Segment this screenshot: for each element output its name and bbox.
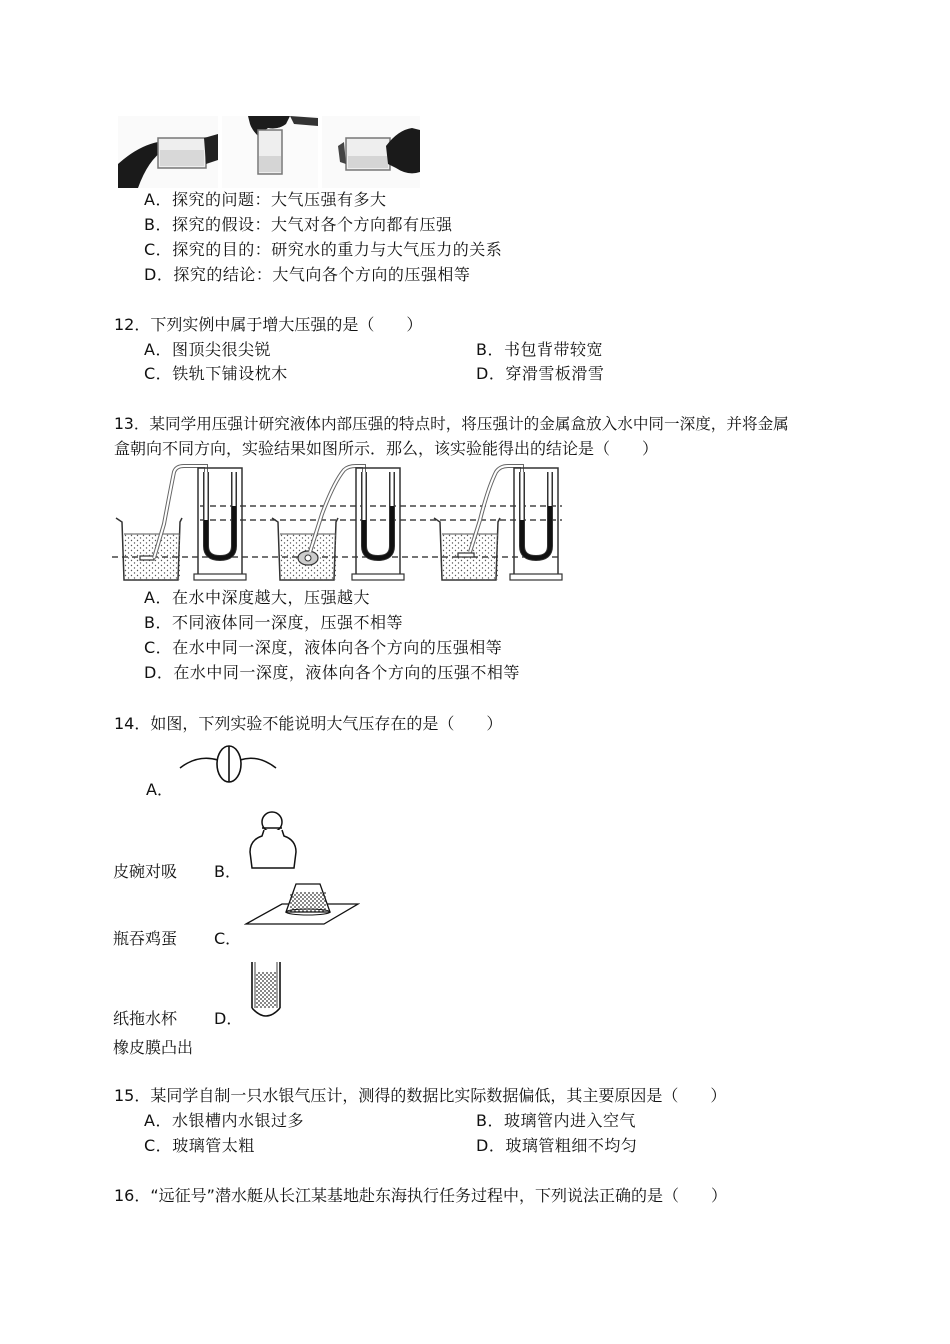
q12-option-a: [144, 340, 271, 360]
q14-caption-a: 皮碗对吸: [113, 862, 178, 881]
q11-option-c-label: C．: [144, 240, 173, 259]
q14-paper-cup-figure: [244, 880, 360, 926]
q13-option-d: [144, 663, 520, 683]
q14-suction-cups-figure: [178, 744, 278, 786]
q13-option-c: [144, 638, 502, 658]
q15-option-b-text: 玻璃管内进入空气: [503, 1111, 636, 1130]
q12-option-b: [476, 340, 603, 360]
q15-option-c-text: 玻璃管太粗: [172, 1136, 255, 1155]
q14-option-b-label: B．: [214, 862, 241, 881]
q13-option-b-text: 不同液体同一深度，压强不相等: [171, 613, 403, 632]
q15-option-b-label: B．: [476, 1111, 504, 1130]
q12-option-c-label: C．: [144, 364, 173, 383]
q12-option-a-text: 图顶尖很尖锐: [171, 340, 271, 359]
q13-stem-line1: 13．某同学用压强计研究液体内部压强的特点时，将压强计的金属盒放入水中同一深度，并将金属: [114, 415, 789, 433]
q14-rubber-membrane-figure: [246, 960, 286, 1022]
q12-option-d-label: D．: [476, 364, 506, 383]
q14-option-c-label: C．: [214, 929, 242, 948]
q12-option-c-text: 铁轨下铺设枕木: [172, 364, 288, 383]
q13-option-c-label: C．: [144, 638, 173, 657]
q15-option-c: [144, 1136, 255, 1156]
q12-option-d: [476, 364, 604, 384]
q16-stem: 16．“远征号”潜水艇从长江某基地赴东海执行任务过程中，下列说法正确的是（ ）: [114, 1186, 727, 1205]
q14-caption-b: 瓶吞鸡蛋: [113, 929, 178, 948]
q11-option-a: [144, 190, 386, 210]
q13-option-a-label: A．: [144, 588, 172, 607]
q11-option-b: [144, 215, 453, 235]
q14-caption-c: 纸拖水杯: [113, 1009, 178, 1028]
q12-option-c: [144, 364, 288, 384]
q11-option-d: [144, 265, 470, 285]
q15-option-b: [476, 1111, 636, 1131]
q15-option-d: [476, 1136, 637, 1156]
q13-option-b-label: B．: [144, 613, 172, 632]
q13-pressure-gauge-figure: [112, 464, 564, 584]
q13-option-a-text: 在水中深度越大，压强越大: [171, 588, 370, 607]
q13-option-c-text: 在水中同一深度，液体向各个方向的压强相等: [172, 638, 503, 657]
q13-option-a: [144, 588, 370, 608]
q15-stem: 15．某同学自制一只水银气压计，测得的数据比实际数据偏低，其主要原因是（ ）: [114, 1086, 727, 1105]
q13-option-d-label: D．: [144, 663, 174, 682]
q14-option-d-label: D．: [214, 1009, 243, 1028]
q15-option-d-label: D．: [476, 1136, 506, 1155]
q13-option-d-text: 在水中同一深度，液体向各个方向的压强不相等: [173, 663, 520, 682]
q13-set-2: [272, 466, 404, 580]
q14-caption-d: 橡皮膜凸出: [113, 1038, 194, 1057]
q15-option-a: [144, 1111, 304, 1131]
q12-option-a-label: A．: [144, 340, 172, 359]
q14-bottle-egg-figure: [248, 806, 298, 870]
q13-set-1: [116, 466, 246, 580]
q11-option-c-text: 探究的目的：研究水的重力与大气压力的关系: [172, 240, 503, 259]
q15-option-a-label: A．: [144, 1111, 172, 1130]
q11-option-a-text: 探究的问题：大气压强有多大: [171, 190, 387, 209]
q11-option-c: [144, 240, 502, 260]
q12-option-b-text: 书包背带较宽: [503, 340, 603, 359]
q11-option-d-text: 探究的结论：大气向各个方向的压强相等: [173, 265, 471, 284]
q13-stem-line2: 盒朝向不同方向，实验结果如图所示．那么，该实验能得出的结论是（ ）: [114, 439, 659, 458]
q12-option-d-text: 穿滑雪板滑雪: [505, 364, 605, 383]
q12-option-b-label: B．: [476, 340, 504, 359]
q11-option-a-label: A．: [144, 190, 172, 209]
q13-option-b: [144, 613, 403, 633]
q11-option-b-label: B．: [144, 215, 172, 234]
q13-set-3: [434, 466, 562, 580]
q11-option-b-text: 探究的假设：大气对各个方向都有压强: [171, 215, 453, 234]
q12-stem: 12．下列实例中属于增大压强的是（ ）: [114, 315, 423, 334]
q14-option-a-label: A．: [146, 780, 173, 799]
q11-option-d-label: D．: [144, 265, 174, 284]
q14-stem: 14．如图，下列实验不能说明大气压存在的是（ ）: [114, 714, 503, 733]
q15-option-a-text: 水银槽内水银过多: [171, 1111, 304, 1130]
q11-photo-figure: [118, 116, 420, 188]
q15-option-c-label: C．: [144, 1136, 173, 1155]
q15-option-d-text: 玻璃管粗细不均匀: [505, 1136, 638, 1155]
